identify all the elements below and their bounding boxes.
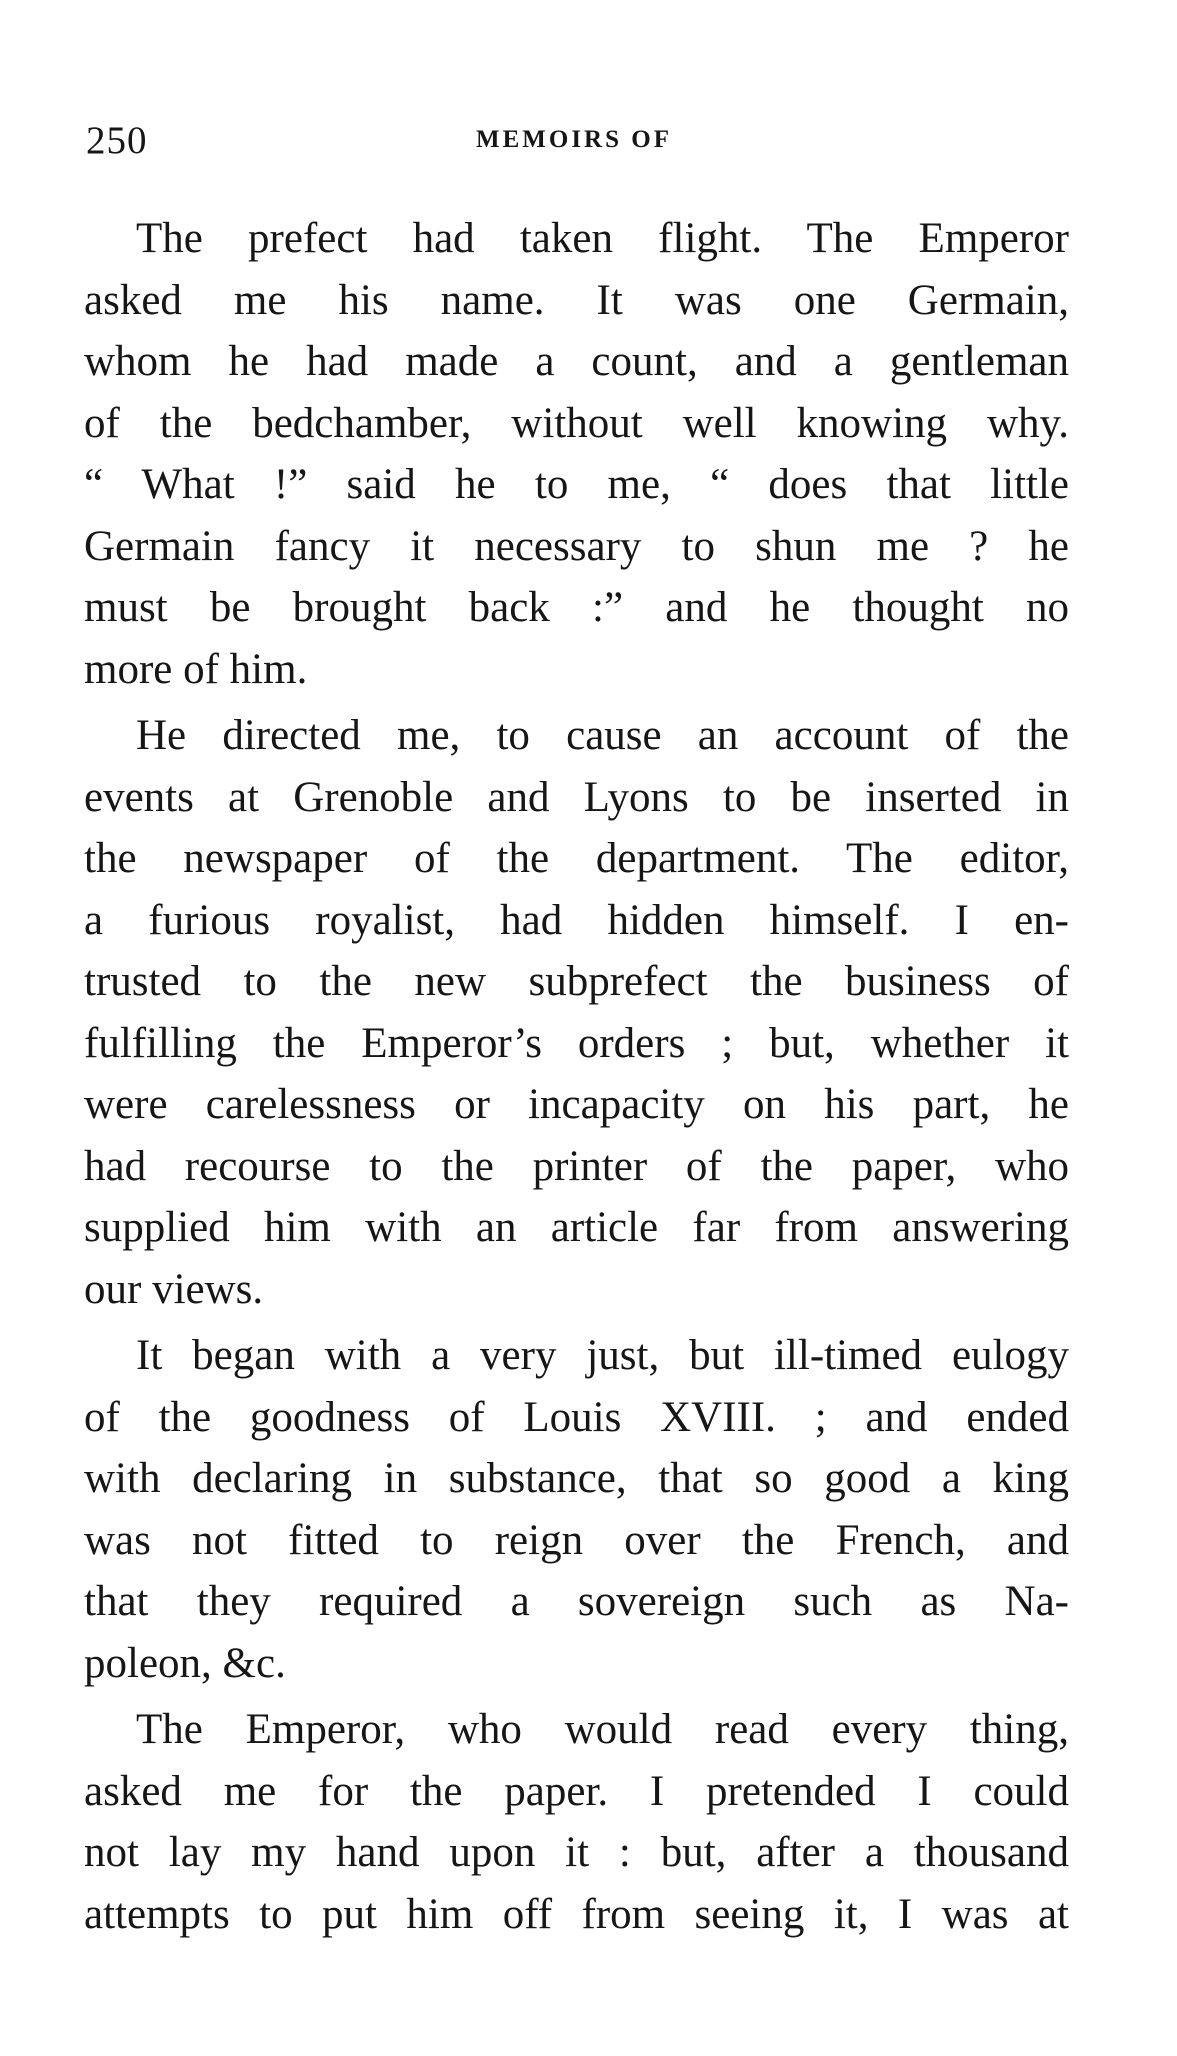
- text-line: supplied him with an article far from answering: [84, 1204, 1069, 1251]
- page-number: 250: [86, 119, 148, 162]
- text-line: was not fitted to reign over the French, and: [84, 1516, 1069, 1564]
- text-line: “ What !” said he to me, “ does that little: [84, 461, 1069, 508]
- running-head: [86, 118, 1076, 168]
- text-line: had recourse to the printer of the paper, who: [84, 1142, 1069, 1190]
- text-line: of the bedchamber, without well knowing why.: [84, 399, 1069, 447]
- text-line: whom he had made a count, and a gentleman: [84, 338, 1069, 385]
- text-line: He directed me, to cause an account of the: [136, 712, 1069, 759]
- text-line: attempts to put him off from seeing it, I was at: [84, 1890, 1069, 1938]
- text-line: were carelessness or incapacity on his part, he: [84, 1081, 1069, 1128]
- paragraph: [84, 208, 1069, 700]
- text-line: poleon, &c.: [84, 1639, 286, 1687]
- text-line: trusted to the new subprefect the business of: [84, 958, 1069, 1005]
- running-title: MEMOIRS OF: [476, 126, 672, 153]
- body-text: [84, 208, 1069, 1950]
- text-line: of the goodness of Louis XVIII. ; and ended: [84, 1393, 1069, 1441]
- text-line: Germain fancy it necessary to shun me ? he: [84, 522, 1069, 570]
- text-line: The prefect had taken flight. The Emperor: [136, 215, 1069, 262]
- text-line: our views.: [84, 1265, 264, 1313]
- text-line: more of him.: [84, 645, 308, 693]
- text-line: asked me for the paper. I pretended I could: [84, 1767, 1069, 1815]
- paragraph: [84, 1699, 1069, 1945]
- paragraph: [84, 705, 1069, 1320]
- text-line: The Emperor, who would read every thing,: [136, 1706, 1069, 1753]
- text-line: a furious royalist, had hidden himself. I en-: [84, 896, 1069, 944]
- text-line: must be brought back :” and he thought no: [84, 584, 1069, 631]
- text-line: asked me his name. It was one Germain,: [84, 276, 1069, 324]
- text-line: the newspaper of the department. The editor,: [84, 835, 1069, 882]
- text-line: It began with a very just, but ill-timed eulogy: [136, 1332, 1069, 1379]
- text-line: that they required a sovereign such as Na-: [84, 1578, 1069, 1625]
- paragraph: [84, 1325, 1069, 1694]
- text-line: not lay my hand upon it : but, after a thousand: [84, 1829, 1069, 1876]
- text-line: fulfilling the Emperor’s orders ; but, whether it: [84, 1019, 1069, 1067]
- text-line: with declaring in substance, that so good a king: [84, 1455, 1069, 1502]
- text-line: events at Grenoble and Lyons to be inserted in: [84, 773, 1069, 821]
